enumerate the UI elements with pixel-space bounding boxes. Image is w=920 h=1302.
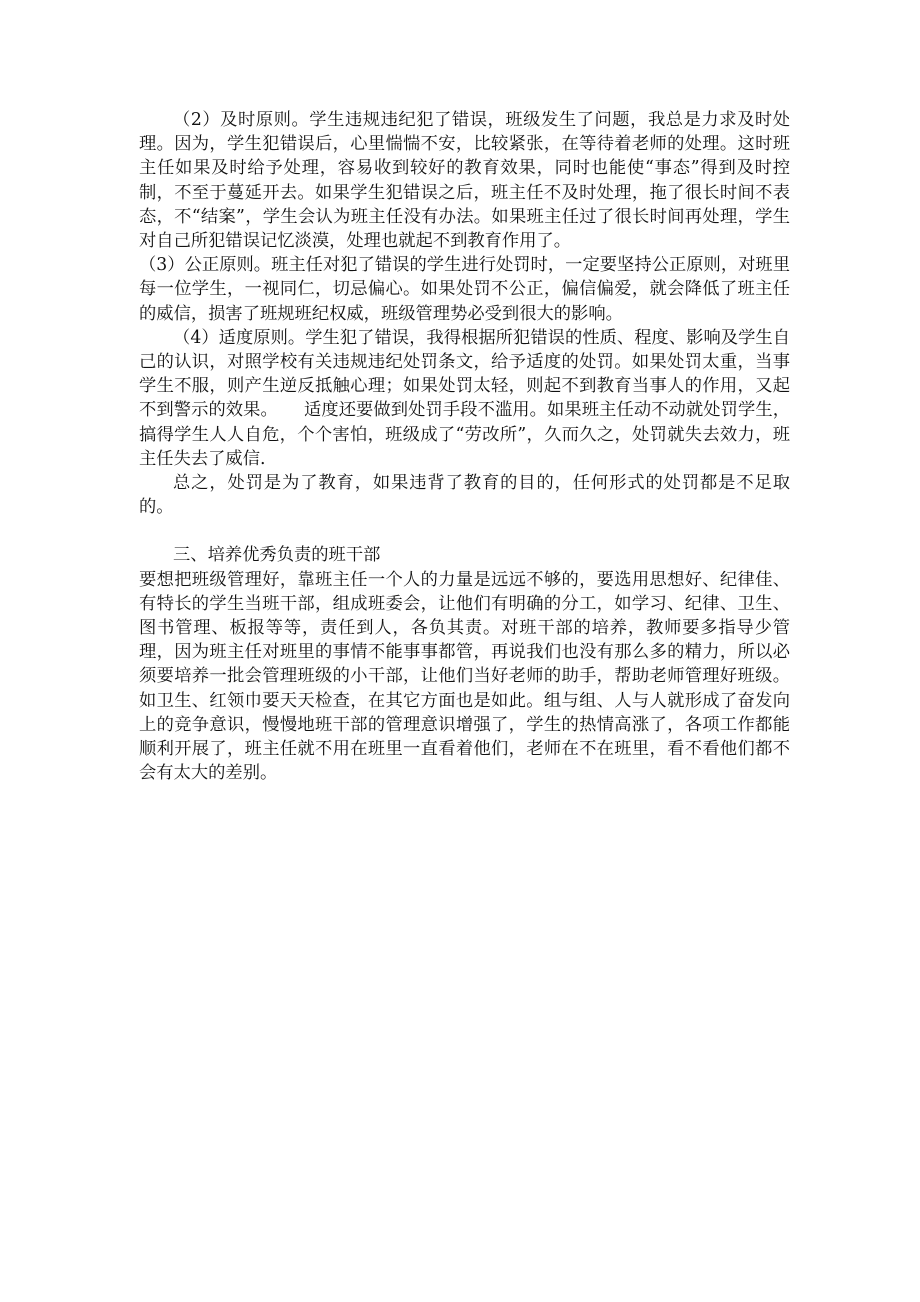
paragraph-fairness-principle: （3）公正原则。班主任对犯了错误的学生进行处罚时，一定要坚持公正原则，对班里每一位学生，一视同仁，切忌偏心。如果处罚不公正，偏信偏爱，就会降低了班主任的威信，损害了班规班纪权威，班级管理势必受到很大的影响。 xyxy=(139,255,790,324)
document-body xyxy=(139,108,790,785)
section-heading: 三、培养优秀负责的班干部 xyxy=(173,545,381,566)
paragraph-timely-principle: （2）及时原则。学生违规违纪犯了错误，班级发生了问题，我总是力求及时处理。因为，学生犯错误后，心里惴惴不安，比较紧张，在等待着老师的处理。这时班主任如果及时给予处理，容易收到较好的教育效果，同时也能使“事态”得到及时控制，不至于蔓延开去。如果学生犯错误之后，班主任不及时处理，拖了很长时间不表态，不“结案”，学生会认为班主任没有办法。如果班主任过了很长时间再处理，学生对自己所犯错误记忆淡漠，处理也就起不到教育作用了。 xyxy=(139,110,790,252)
paragraph-conclusion: 总之，处罚是为了教育，如果违背了教育的目的，任何形式的处罚都是不足取的。 xyxy=(139,473,790,518)
paragraph-moderation-principle: （4）适度原则。学生犯了错误，我得根据所犯错误的性质、程度、影响及学生自己的认识，对照学校有关违规违纪处罚条文，给予适度的处罚。如果处罚太重，当事学生不服，则产生逆反抵触心理；如果处罚太轻，则起不到教育当事人的作用，又起不到警示的效果。 适度还要做到处罚手段不滥用。如果班主任动不动就处罚学生，搞得学生人人自危，个个害怕，班级成了“劳改所”，久而久之，处罚就失去效力，班主任失去了威信. xyxy=(139,327,790,469)
section-body: 要想把班级管理好，靠班主任一个人的力量是远远不够的，要选用思想好、纪律佳、有特长的学生当班干部，组成班委会，让他们有明确的分工，如学习、纪律、卫生、图书管理、板报等等，责任到人，各负其责。对班干部的培养，教师要多指导少管理，因为班主任对班里的事情不能事事都管，再说我们也没有那么多的精力，所以必须要培养一批会管理班级的小干部，让他们当好老师的助手，帮助老师管理好班级。如卫生、红领巾要天天检查，在其它方面也是如此。组与组、人与人就形成了奋发向上的竞争意识，慢慢地班干部的管理意识增强了，学生的热情高涨了，各项工作都能顺利开展了，班主任就不用在班里一直看着他们，老师在不在班里，看不看他们都不会有太大的差别。 xyxy=(139,569,790,784)
